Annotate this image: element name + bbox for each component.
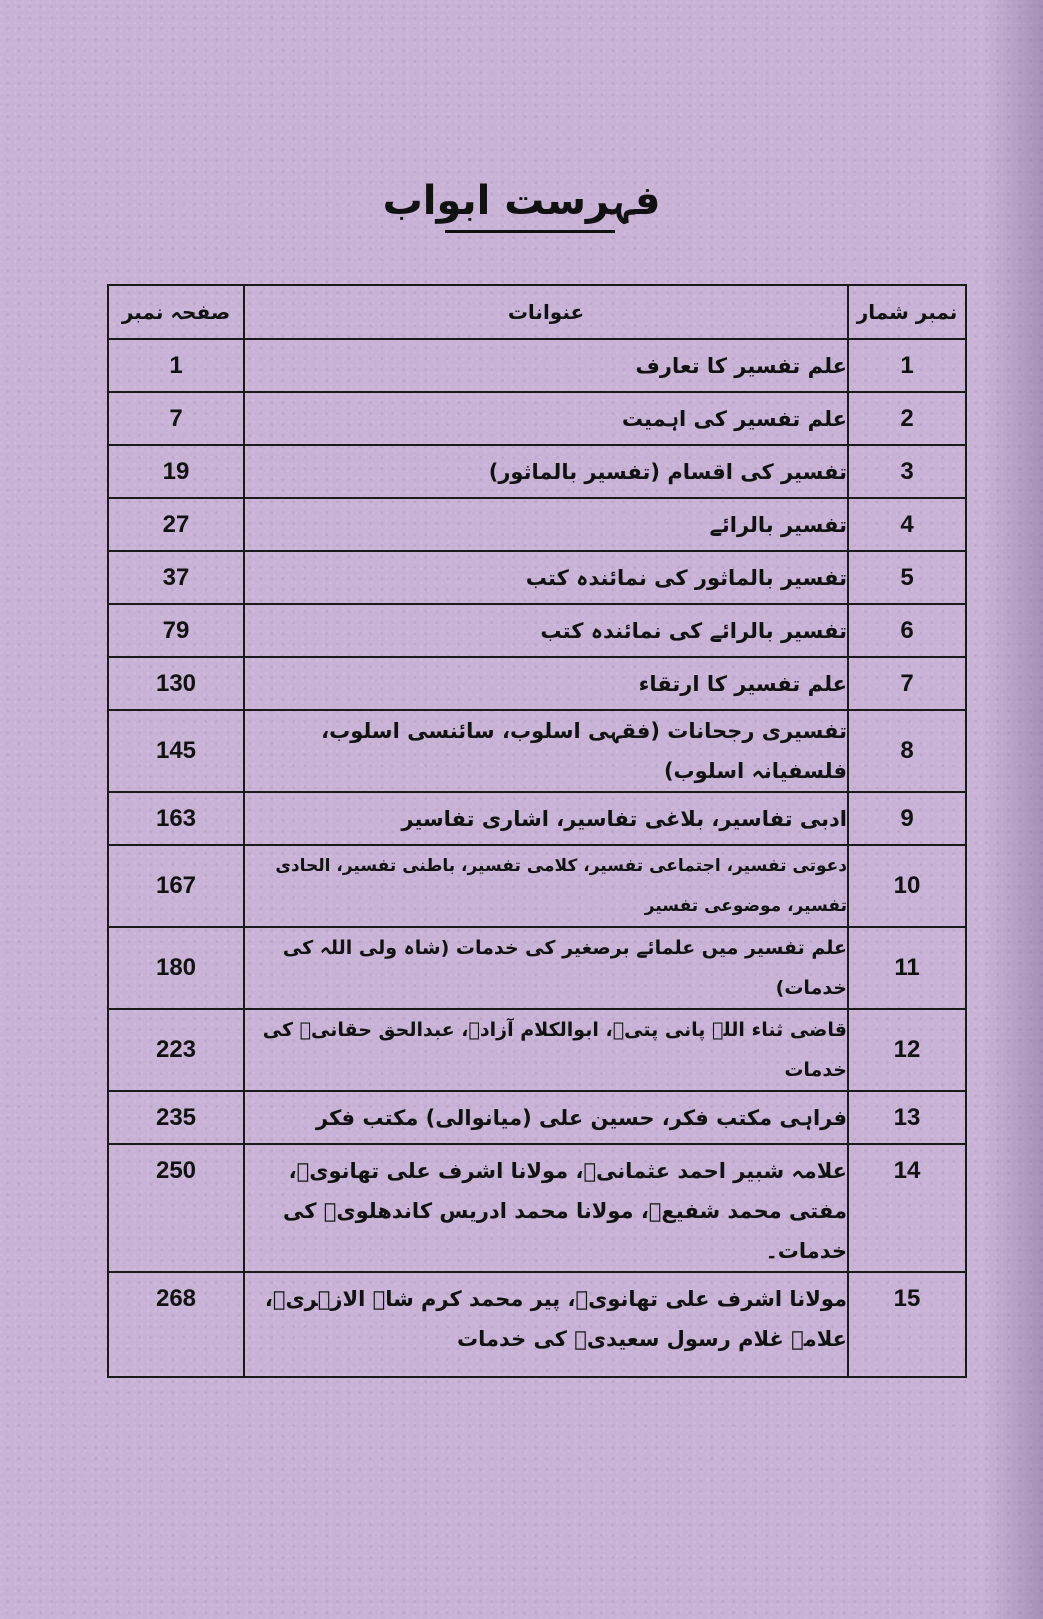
row-number: 9: [848, 792, 966, 845]
row-number: 1: [848, 339, 966, 392]
row-title: قاضی ثناء اللہ پانی پتیؒ، ابوالکلام آزادؒ، عبدالحق حقانیؒ کی خدمات: [244, 1009, 848, 1091]
row-page: 145: [108, 710, 244, 792]
header-page: صفحہ نمبر: [108, 285, 244, 339]
row-title: علم تفسیر کا تعارف: [244, 339, 848, 392]
table-of-contents: [107, 284, 967, 1378]
row-page: 250: [108, 1144, 244, 1272]
row-title: ادبی تفاسیر، بلاغی تفاسیر، اشاری تفاسیر: [244, 792, 848, 845]
table-row: [108, 1009, 966, 1091]
table-row: [108, 445, 966, 498]
table-header-row: [108, 285, 966, 339]
row-page: 7: [108, 392, 244, 445]
table-row: [108, 1272, 966, 1377]
row-number: 12: [848, 1009, 966, 1091]
row-title: علم تفسیر کا ارتقاء: [244, 657, 848, 710]
row-number: 11: [848, 927, 966, 1009]
row-number: 8: [848, 710, 966, 792]
row-number: 3: [848, 445, 966, 498]
page-title: فہرست ابواب: [382, 178, 661, 224]
row-number: 2: [848, 392, 966, 445]
row-page: 130: [108, 657, 244, 710]
row-page: 235: [108, 1091, 244, 1144]
table-row: [108, 845, 966, 927]
row-page: 163: [108, 792, 244, 845]
row-page: 167: [108, 845, 244, 927]
row-number: 10: [848, 845, 966, 927]
row-page: 79: [108, 604, 244, 657]
table-row: [108, 927, 966, 1009]
row-page: 268: [108, 1272, 244, 1377]
row-number: 15: [848, 1272, 966, 1377]
header-number: نمبر شمار: [848, 285, 966, 339]
table-row: [108, 1144, 966, 1272]
row-number: 4: [848, 498, 966, 551]
table-row: [108, 551, 966, 604]
row-number: 5: [848, 551, 966, 604]
row-title: علامہ شبیر احمد عثمانیؒ، مولانا اشرف علی تھانویؒ، مفتی محمد شفیعؒ، مولانا محمد ادریس کاندھلویؒ کی خدمات۔: [244, 1144, 848, 1272]
row-page: 37: [108, 551, 244, 604]
header-topic: عنوانات: [244, 285, 848, 339]
row-number: 13: [848, 1091, 966, 1144]
row-number: 14: [848, 1144, 966, 1272]
row-page: 27: [108, 498, 244, 551]
row-title: تفسیر بالماثور کی نمائندہ کتب: [244, 551, 848, 604]
table-row: [108, 604, 966, 657]
table-row: [108, 1091, 966, 1144]
page-edge-shadow: [983, 0, 1043, 1619]
row-title: تفسیری رجحانات (فقہی اسلوب، سائنسی اسلوب، فلسفیانہ اسلوب): [244, 710, 848, 792]
table-row: [108, 792, 966, 845]
row-page: 180: [108, 927, 244, 1009]
row-title: تفسیر بالرائے: [244, 498, 848, 551]
table-row: [108, 498, 966, 551]
table-row: [108, 657, 966, 710]
row-page: 223: [108, 1009, 244, 1091]
row-title: علم تفسیر میں علمائے برصغیر کی خدمات (شاہ ولی اللہ کی خدمات): [244, 927, 848, 1009]
table-row: [108, 392, 966, 445]
row-number: 7: [848, 657, 966, 710]
row-title: تفسیر کی اقسام (تفسیر بالماثور): [244, 445, 848, 498]
row-title: مولانا اشرف علی تھانویؒ، پیر محمد کرم شاہ الازہریؒ، علامہ غلام رسول سعیدیؒ کی خدمات: [244, 1272, 848, 1377]
row-number: 6: [848, 604, 966, 657]
row-page: 1: [108, 339, 244, 392]
row-title: علم تفسیر کی اہمیت: [244, 392, 848, 445]
row-title: فراہی مکتب فکر، حسین علی (میانوالی) مکتب فکر: [244, 1091, 848, 1144]
title-underline: [445, 230, 615, 233]
table-row: [108, 339, 966, 392]
row-title: تفسیر بالرائے کی نمائندہ کتب: [244, 604, 848, 657]
table-row: [108, 710, 966, 792]
row-title: دعوتی تفسیر، اجتماعی تفسیر، کلامی تفسیر، باطنی تفسیر، الحادی تفسیر، موضوعی تفسیر: [244, 845, 848, 927]
row-page: 19: [108, 445, 244, 498]
